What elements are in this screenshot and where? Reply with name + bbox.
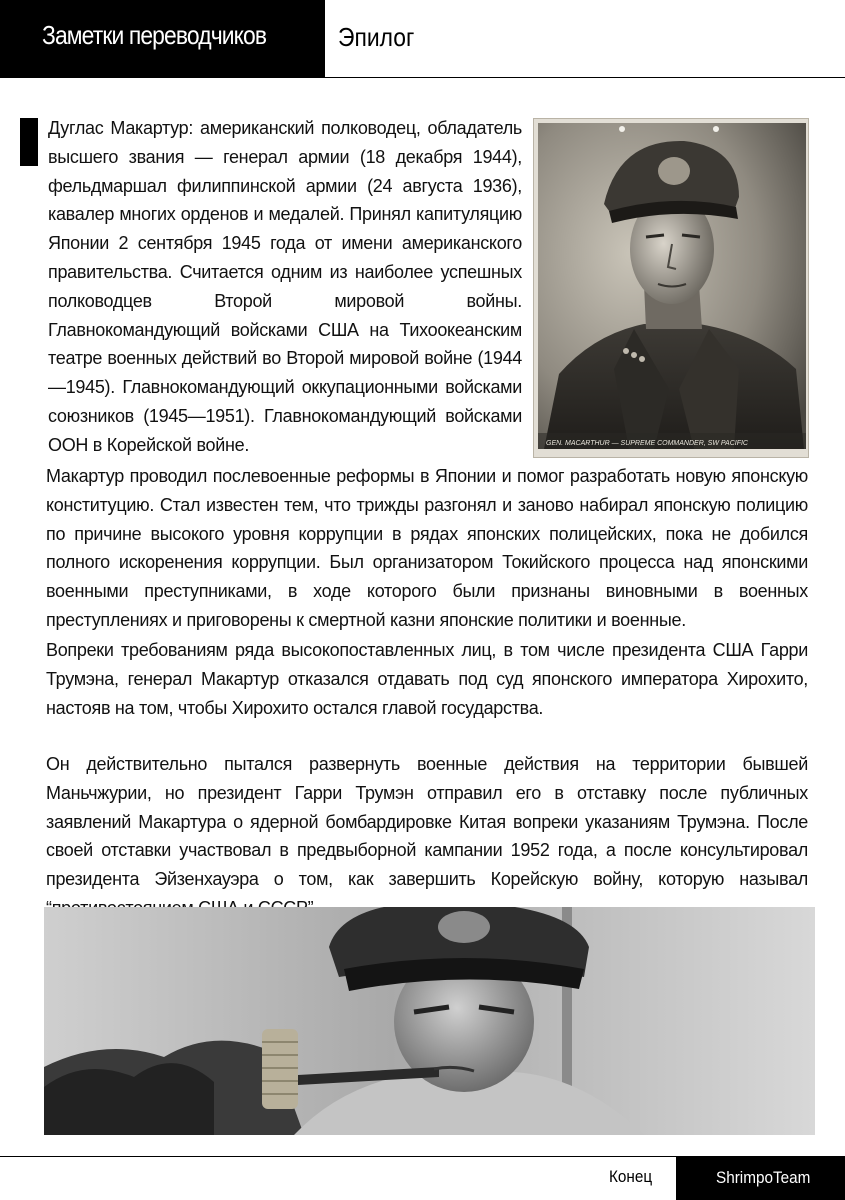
portrait-photo-image <box>534 119 809 458</box>
pipe-photo-image <box>44 907 815 1135</box>
paragraph-biography: Дуглас Макартур: американский полководец, обладатель высшего звания — генерал армии (18 декабря 1944), фельдмаршал филиппинской армии (24 августа 1936), кавалер многих орденов и медалей. Принял капитуляцию Японии 2 сентября 1945 года от имени американского правительства. Считается одним из наиболее успешных полководцев Второй мировой войны. Главнокомандующий войсками США на Тихоокеанским театре военных действий во Второй мировой войне (1944—1945). Главнокомандующий оккупационными войсками союзников (1945—1951). Главнокомандующий войсками ООН в Корейской войне. <box>48 118 522 455</box>
paragraph-reforms: Макартур проводил послевоенные реформы в Японии и помог разработать новую японскую конституцию. Стал известен тем, что трижды разгонял и заново набирал японскую полицию по причине высокого уровня коррупции в рядах японских полицейских, пока не добился полного искоренения коррупции. Был организатором Токийского процесса над японскими военными преступниками, в ходе которого были признаны виновными в военных преступлениях и приговорены к смертной казни японские политики и военные. <box>46 466 808 630</box>
section-title-block <box>0 0 325 78</box>
portrait-photo <box>533 118 809 458</box>
section-title: Заметки переводчиков <box>42 20 267 50</box>
pipe-photo <box>44 907 815 1135</box>
footer-team-label: ShrimpoTeam <box>716 1168 811 1187</box>
paragraph-resignation: Он действительно пытался развернуть военные действия на территории бывшей Маньчжурии, но президент Гарри Трумэн отправил его в отставку после публичных заявлений Макартура о ядерной бомбардировке Китая вопреки указаниям Трумэна. После своей отставки участвовал в предвыборной кампании 1952 года, а после консультировал президента Эйзенхауэра о том, как завершить Корейскую войну, которую называл <box>46 754 808 890</box>
footer-team-block <box>676 1156 845 1200</box>
page-header <box>0 0 845 78</box>
header-divider <box>325 77 845 78</box>
paragraph-emperor: Вопреки требованиям ряда высокопоставленных лиц, в том числе президента США Гарри Трумэна, генерал Макартур отказался отдавать под суд японского императора Хирохито, настояв на том, чтобы Хирохито остался главой государства. <box>46 640 808 718</box>
footer-end-label: Конец <box>609 1167 653 1186</box>
paragraph-marker <box>20 118 38 166</box>
portrait-caption: GEN. MACARTHUR — SUPREME COMMANDER, SW PACIFIC <box>546 440 748 447</box>
chapter-title: Эпилог <box>338 22 415 52</box>
footer-divider <box>0 1156 676 1157</box>
